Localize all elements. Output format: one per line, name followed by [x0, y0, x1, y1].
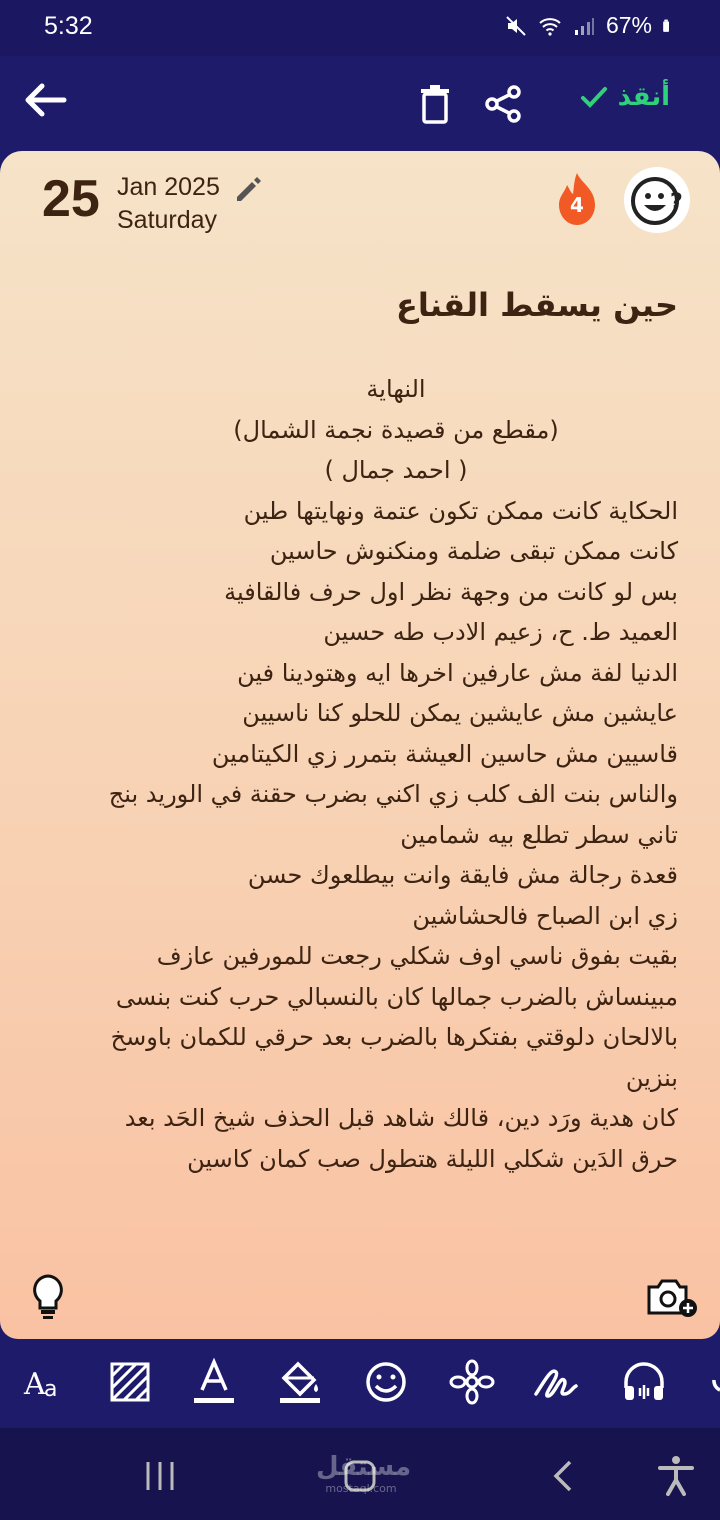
entry-line: ( احمد جمال ) [324, 456, 468, 484]
journal-entry-card [0, 151, 720, 1339]
entry-line: الحكاية كانت ممكن تكون عتمة ونهايتها طين [243, 496, 678, 525]
entry-weekday: Saturday [117, 206, 218, 234]
entry-line: عايشين مش عايشين يمكن للحلو كنا ناسيين [242, 699, 678, 727]
entry-line: النهاية [366, 375, 426, 403]
save-button[interactable] [580, 82, 670, 112]
streak-count: 4 [570, 193, 584, 217]
watermark-sub: mostaql.com [325, 1482, 397, 1495]
signal-icon [572, 14, 596, 38]
watermark [316, 1452, 412, 1495]
checkmark-icon [580, 85, 608, 109]
svg-text:a: a [44, 1377, 58, 1402]
audio-headphones-icon[interactable] [620, 1358, 668, 1406]
back-nav-icon[interactable] [542, 1454, 586, 1498]
system-navigation-bar [0, 1428, 720, 1520]
save-label: أنقذ [617, 82, 670, 112]
status-icons [504, 12, 676, 39]
formatting-toolbar [0, 1340, 720, 1428]
handwriting-icon[interactable] [532, 1358, 580, 1406]
entry-line: زي ابن الصباح فالحشاشين [412, 901, 678, 930]
entry-line: الدنيا لفة مش عارفين اخرها ايه وهتودينا فين [237, 658, 678, 687]
emoji-icon[interactable] [362, 1358, 410, 1406]
entry-line: بنزين [625, 1063, 678, 1092]
entry-title[interactable]: حين يسقط القناع [395, 286, 678, 324]
entry-line: تاني سطر تطلع بيه شمامين [400, 820, 678, 849]
recent-apps-icon[interactable] [138, 1454, 182, 1498]
entry-line: مبينساش بالضرب جمالها كان بالنسبالي حرب كنت بنسى [115, 982, 678, 1011]
sticker-flower-icon[interactable] [448, 1358, 496, 1406]
entry-line: قاسيين مش حاسين العيشة بتمرر زي الكيتامين [211, 739, 678, 768]
edit-date-pencil-icon[interactable] [232, 173, 264, 205]
entry-line: بالالحان دلوقتي بفتكرها بالضرب بعد حرقي للكمان باوسخ [110, 1023, 678, 1051]
entry-line: حرق الدَين شكلي الليلة هتطول صب كمان كاسين [187, 1144, 678, 1173]
svg-text:?: ? [670, 190, 683, 215]
entry-line: بس لو كانت من وجهة نظر اول حرف فالقافية [224, 577, 678, 606]
entry-line: كانت ممكن تبقى ضلمة ومنكنوش حاسين [269, 537, 678, 565]
text-color-icon[interactable] [190, 1358, 238, 1406]
streak-flame-badge[interactable] [554, 171, 600, 227]
status-bar [0, 0, 720, 56]
entry-line: بقيت بفوق ناسي اوف شكلي رجعت للمورفين عازف [156, 942, 678, 970]
background-pattern-icon[interactable] [106, 1358, 154, 1406]
lightbulb-prompt-icon[interactable] [28, 1273, 68, 1321]
accessibility-icon[interactable] [654, 1454, 698, 1498]
entry-month-year: Jan 2025 [117, 173, 220, 201]
app-bar [0, 56, 720, 150]
mood-picker-icon[interactable] [624, 167, 690, 233]
entry-line: العميد ط. ح، زعيم الادب طه حسين [323, 618, 678, 646]
entry-line: كان هدية ورَد دين، قالك شاهد قبل الحذف شيخ الحَد بعد [124, 1104, 678, 1132]
entry-line: (مقطع من قصيدة نجمة الشمال) [233, 415, 559, 444]
microphone-icon[interactable] [700, 1358, 720, 1406]
entry-day: 25 [42, 170, 100, 228]
back-arrow-icon[interactable] [22, 80, 68, 120]
entry-line: قعدة رجالة مش فايقة وانت بيطلعوك حسن [247, 861, 678, 889]
watermark-text: مستقل [316, 1452, 412, 1482]
add-photo-camera-icon[interactable] [646, 1277, 698, 1317]
fill-color-icon[interactable] [276, 1358, 324, 1406]
battery-percent: 67% [605, 12, 652, 38]
status-time: 5:32 [44, 12, 93, 40]
mute-icon [504, 14, 528, 38]
share-icon[interactable] [484, 84, 522, 124]
entry-line: والناس بنت الف كلب زي اكني بضرب حقنة في الوريد بنج [108, 780, 678, 808]
entry-body[interactable] [70, 369, 678, 1179]
wifi-icon [538, 14, 562, 38]
delete-icon[interactable] [420, 84, 450, 124]
battery-icon [662, 14, 676, 38]
font-style-icon[interactable] [22, 1358, 70, 1406]
svg-text:A: A [24, 1367, 46, 1402]
